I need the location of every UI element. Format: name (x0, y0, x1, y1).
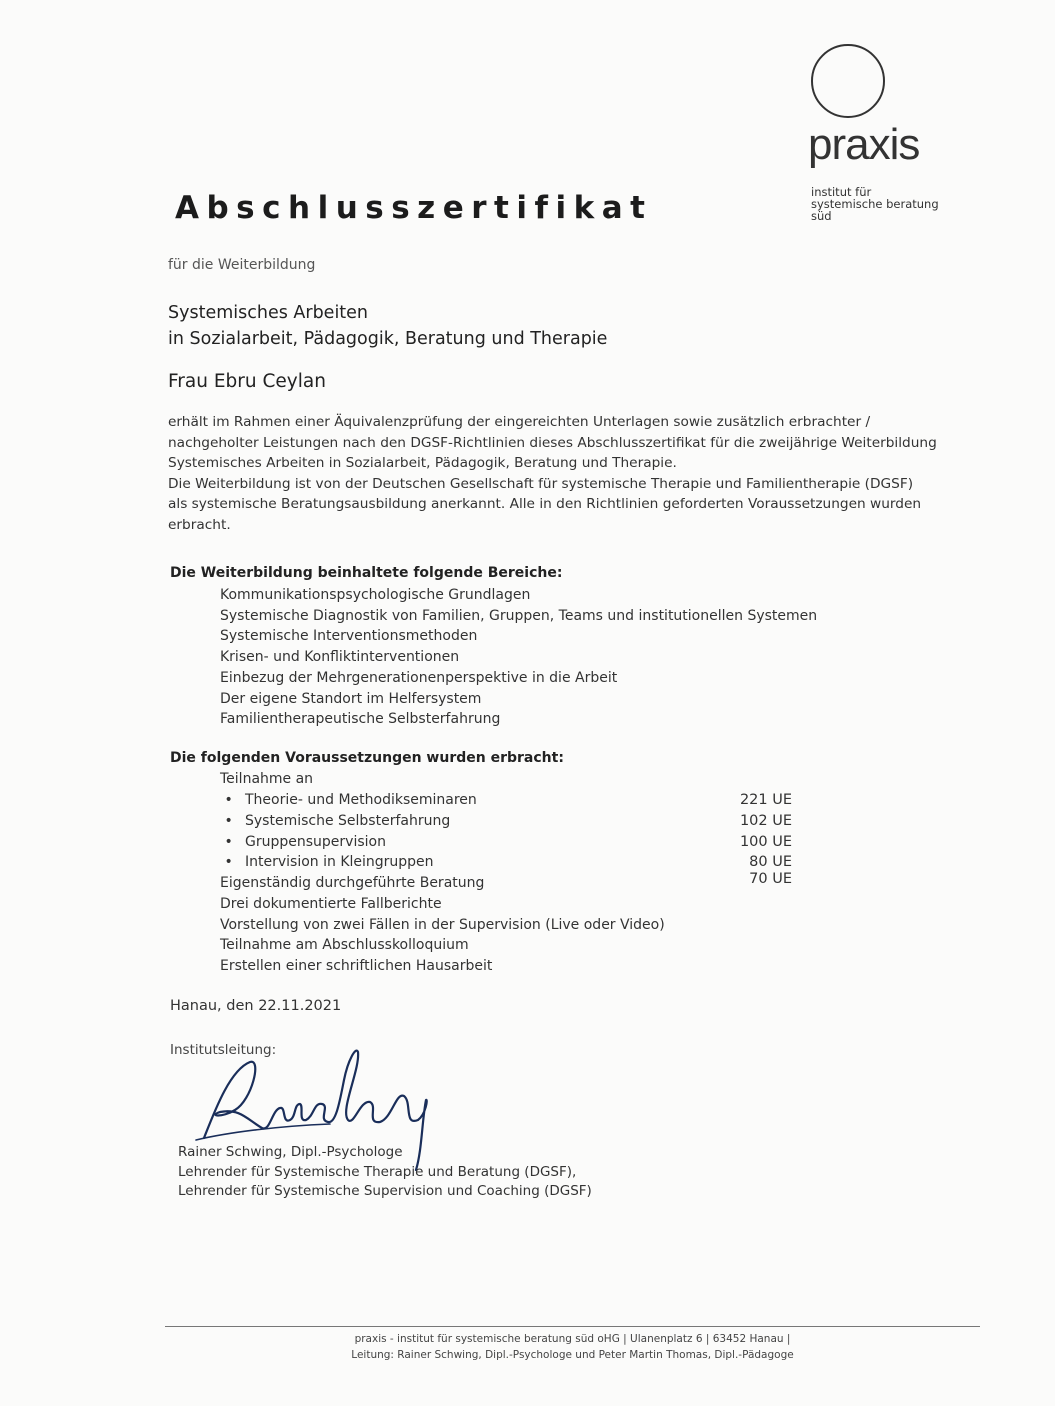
requirements-bullets (220, 790, 800, 873)
list-item (220, 894, 665, 915)
bullet-icon: • (220, 812, 233, 829)
list-item (220, 915, 665, 936)
requirement-amount: 100 UE (739, 833, 792, 850)
course-title-line: in Sozialarbeit, Pädagogik, Beratung und Therapie (168, 329, 608, 349)
signer-block (178, 1143, 592, 1202)
list-item: Systemische Diagnostik von Familien, Gruppen, Teams und institutionellen Systemen (220, 607, 818, 624)
list-item (220, 811, 800, 832)
logo-subtitle-line: systemische beratung (811, 197, 939, 211)
list-item: Familientherapeutische Selbsterfahrung (220, 711, 501, 728)
logo-subtitle-line: institut für (811, 185, 872, 199)
requirement-label: Erstellen einer schriftlichen Hausarbeit (220, 958, 493, 975)
course-title-line: Systemisches Arbeiten (168, 303, 369, 323)
body-line: Die Weiterbildung ist von der Deutschen Gesellschaft für systemische Therapie und Familientherapie (DGSF) (168, 475, 914, 492)
requirement-label: Eigenständig durchgeführte Beratung (220, 875, 485, 891)
requirements-other (220, 871, 792, 977)
logo-circle-icon (811, 44, 885, 118)
logo-subtitle-line: süd (811, 209, 832, 223)
requirement-label: Vorstellung von zwei Fällen in der Supervision (Live oder Video) (220, 916, 665, 933)
logo-subtitle (811, 186, 961, 222)
requirement-amount: 80 UE (749, 854, 792, 871)
praxis-logo (808, 44, 958, 234)
footer (165, 1331, 980, 1363)
requirement-amount: 102 UE (739, 812, 792, 829)
body-line: nachgeholter Leistungen nach den DGSF-Richtlinien dieses Abschlusszertifikat für die zweijährige Weiterbildung (168, 434, 937, 451)
footer-divider (165, 1326, 980, 1327)
recipient-name: Frau Ebru Ceylan (168, 371, 326, 392)
logo-name: praxis (808, 120, 920, 169)
bullet-icon: • (220, 854, 233, 871)
certificate-body (168, 412, 937, 535)
requirement-label: Systemische Selbsterfahrung (245, 812, 451, 829)
list-item (220, 852, 800, 873)
requirement-label: Intervision in Kleingruppen (245, 854, 434, 871)
requirements-heading: Die folgenden Voraussetzungen wurden erbracht: (170, 750, 564, 766)
requirement-label: Teilnahme am Abschlusskolloquium (220, 937, 469, 954)
requirement-label: Drei dokumentierte Fallberichte (220, 895, 442, 912)
certificate-subtitle: für die Weiterbildung (168, 257, 316, 273)
list-item (220, 956, 665, 977)
requirement-label: Theorie- und Methodikseminaren (245, 792, 477, 808)
issue-date: Hanau, den 22.11.2021 (170, 998, 342, 1014)
bullet-icon: • (220, 792, 233, 808)
requirement-label: Gruppensupervision (245, 833, 386, 850)
list-item: Einbezug der Mehrgenerationenperspektive in die Arbeit (220, 669, 618, 686)
list-item: Kommunikationspsychologische Grundlagen (220, 587, 531, 603)
list-item: Krisen- und Konfliktinterventionen (220, 649, 460, 666)
body-line: erhält im Rahmen einer Äquivalenzprüfung der eingereichten Unterlagen sowie zusätzlich erbrachter / (168, 414, 871, 430)
body-line: erbracht. (168, 516, 231, 533)
areas-heading: Die Weiterbildung beinhaltete folgende Bereiche: (170, 565, 563, 581)
requirement-amount: 221 UE (739, 792, 792, 808)
list-item: Der eigene Standort im Helfersystem (220, 690, 482, 707)
list-item (220, 871, 792, 894)
body-line: als systemische Beratungsausbildung anerkannt. Alle in den Richtlinien geforderten Voraussetzungen wurden (168, 496, 922, 512)
areas-list (220, 585, 817, 730)
list-item (220, 832, 800, 853)
institute-leadership-label: Institutsleitung: (170, 1042, 277, 1058)
requirement-amount: 70 UE (749, 871, 792, 887)
signer-title: Lehrender für Systemische Therapie und Beratung (DGSF), (178, 1163, 577, 1180)
signer-name: Rainer Schwing, Dipl.-Psychologe (178, 1144, 403, 1160)
bullet-icon: • (220, 833, 233, 850)
course-title (168, 300, 607, 352)
body-line: Systemisches Arbeiten in Sozialarbeit, Pädagogik, Beratung und Therapie. (168, 455, 677, 471)
footer-line-address: praxis - institut für systemische beratung süd oHG | Ulanenplatz 6 | 63452 Hanau | (354, 1333, 791, 1345)
certificate-title: Abschlusszertifikat (175, 190, 653, 226)
footer-line-leadership: Leitung: Rainer Schwing, Dipl.-Psychologe und Peter Martin Thomas, Dipl.-Pädagoge (351, 1349, 794, 1361)
list-item (220, 790, 800, 811)
requirements-intro: Teilnahme an (220, 771, 314, 787)
signer-title: Lehrender für Systemische Supervision und Coaching (DGSF) (178, 1183, 592, 1199)
list-item: Systemische Interventionsmethoden (220, 628, 478, 645)
list-item (220, 935, 665, 956)
